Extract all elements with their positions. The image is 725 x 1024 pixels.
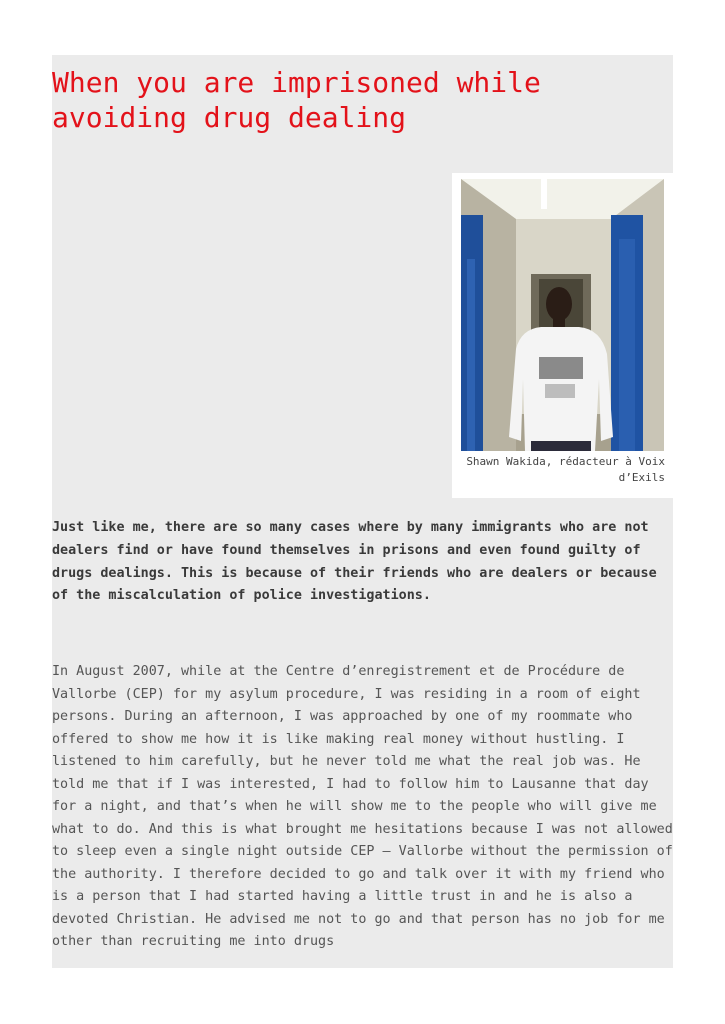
article-page [52, 55, 673, 968]
author-photo [461, 179, 664, 451]
article-title: When you are imprisoned while avoiding drug dealing [52, 66, 541, 134]
author-photo-figure [452, 173, 673, 498]
photo-caption: Shawn Wakida, rédacteur à Voix d’Exils [466, 455, 665, 484]
article-lead: Just like me, there are so many cases where by many immigrants who are not dealers find or have found themselves in prisons and even found guilty of drugs dealings. This is because of their friends who are dealers or because of the miscalculation of police investigations. [52, 520, 657, 604]
article-body: In August 2007, while at the Centre d’enregistrement et de Procédure de Vallorbe (CEP) for my asylum procedure, I was residing in a room of eight persons. During an afternoon, I was approached by one of my roommate who offered to show me how it is like making real money without hustling. I listened to him carefully, but he never told me what the real job was. He told me that if I was interested, I had to follow him to Lausanne that day for a night, and that’s when he will show me to the people who will give me what to do. And this is what brought me hesitations because I was not allowed to sleep even a single night outside CEP – Vallorbe without the permission of the authority. I therefore decided to go and talk over it with my friend who is a person that I had started having a little trust in and he is also a devoted Christian. He advised me not to go and that person has no job for me other than recruiting me into drugs [52, 664, 673, 949]
